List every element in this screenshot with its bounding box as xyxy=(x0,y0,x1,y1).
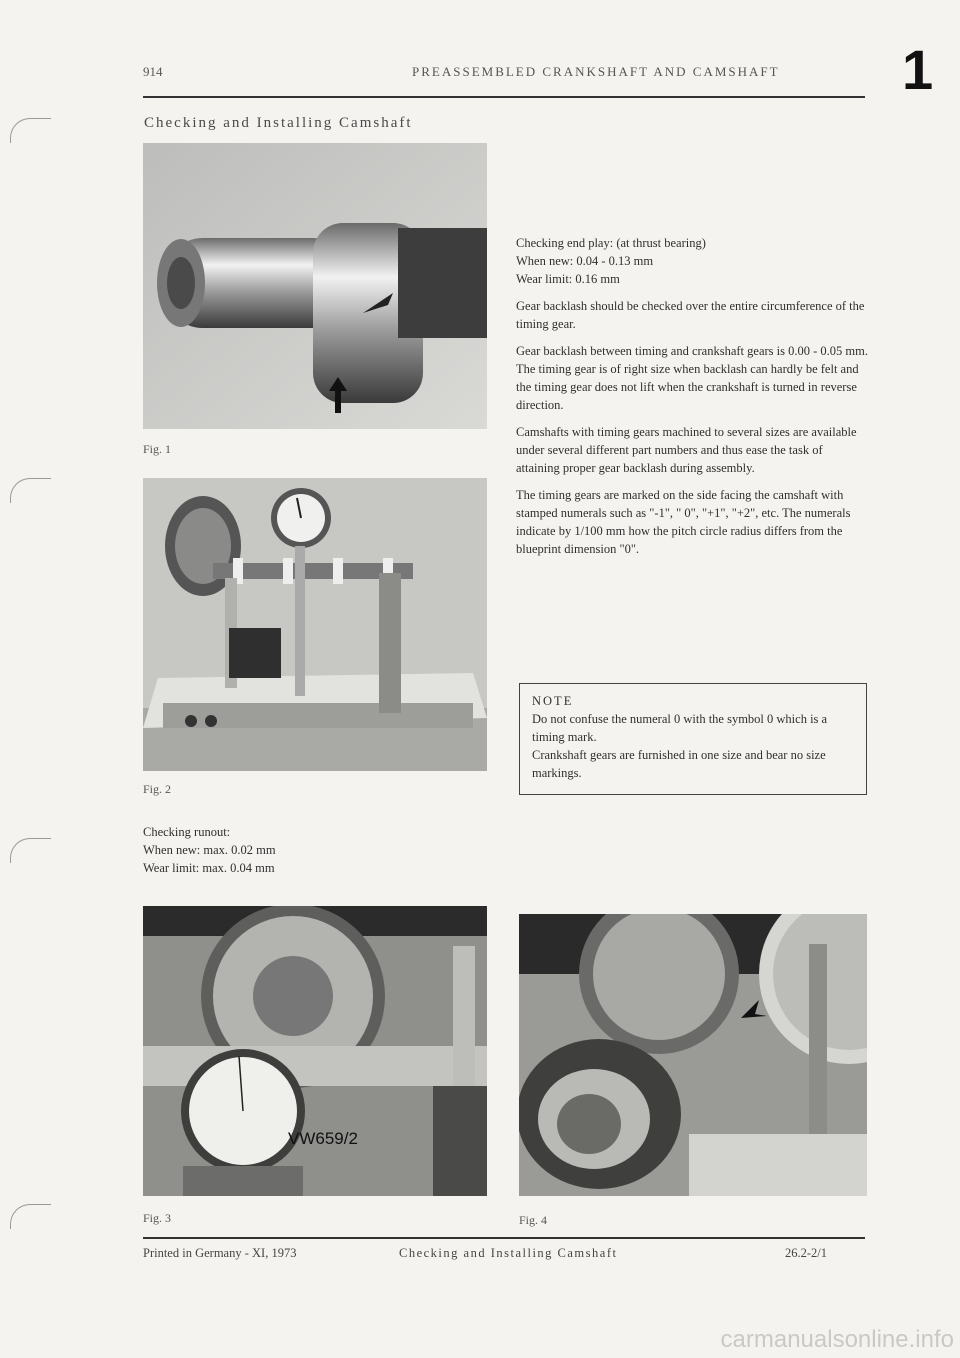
fig2-caption: Fig. 2 xyxy=(143,782,172,796)
footer-rule xyxy=(143,1237,865,1239)
note-box xyxy=(519,683,867,795)
footer-printed: Printed in Germany - XI, 1973 xyxy=(143,1246,297,1260)
fig3-caption: Fig. 3 xyxy=(143,1211,172,1225)
fig3-photo xyxy=(143,906,487,1196)
end-play-block xyxy=(516,234,868,567)
runout-limit: Wear limit: max. 0.04 mm xyxy=(143,861,275,875)
section-number: 1 xyxy=(902,38,934,101)
footer-code: 26.2-2/1 xyxy=(785,1246,828,1260)
paragraph-gear-markings: The timing gears are marked on the side facing the camshaft with stamped numerals such as "-1", " 0", "+1", "+2", etc. The numerals indicate by 1/100 mm how the pitch circle radius differs from the blueprint dimension "0". xyxy=(516,488,851,556)
note-line-2: Crankshaft gears are furnished in one size and bear no size markings. xyxy=(532,748,826,780)
fig3-tool-label: VW659/2 xyxy=(288,1129,358,1148)
fig1-caption: Fig. 1 xyxy=(143,442,172,456)
margin-mark xyxy=(10,118,51,143)
runout-heading: Checking runout: xyxy=(143,825,231,839)
page-code: 914 xyxy=(143,64,163,79)
runout-block xyxy=(143,823,276,877)
note-line-1: Do not confuse the numeral 0 with the symbol 0 which is a timing mark. xyxy=(532,712,828,744)
page-header-title: PREASSEMBLED CRANKSHAFT AND CAMSHAFT xyxy=(412,64,780,79)
end-play-heading: Checking end play: (at thrust bearing) xyxy=(516,236,706,250)
fig2-photo xyxy=(143,478,487,771)
watermark: carmanualsonline.info xyxy=(720,1326,954,1353)
fig4-caption: Fig. 4 xyxy=(519,1213,548,1227)
paragraph-backlash-value: Gear backlash between timing and crankshaft gears is 0.00 - 0.05 mm. xyxy=(516,344,868,358)
header-rule xyxy=(143,96,865,98)
margin-mark xyxy=(10,1204,51,1229)
fig4-photo xyxy=(519,914,867,1196)
margin-mark xyxy=(10,838,51,863)
footer-title: Checking and Installing Camshaft xyxy=(399,1246,618,1260)
paragraph-camshaft-sizes: Camshafts with timing gears machined to several sizes are available under several different part numbers and thus ease the task of attaining proper gear backlash during assembly. xyxy=(516,425,857,475)
fig1-photo xyxy=(143,143,487,429)
section-title: Checking and Installing Camshaft xyxy=(144,115,413,131)
runout-new: When new: max. 0.02 mm xyxy=(143,843,276,857)
paragraph-right-size: The timing gear is of right size when backlash can hardly be felt and the timing gear does not lift when the crankshaft is turned in reverse direction. xyxy=(516,362,859,412)
paragraph-backlash-check: Gear backlash should be checked over the entire circumference of the timing gear. xyxy=(516,299,865,331)
note-title: NOTE xyxy=(532,694,574,708)
end-play-new: When new: 0.04 - 0.13 mm xyxy=(516,254,654,268)
margin-mark xyxy=(10,478,51,503)
end-play-limit: Wear limit: 0.16 mm xyxy=(516,272,620,286)
